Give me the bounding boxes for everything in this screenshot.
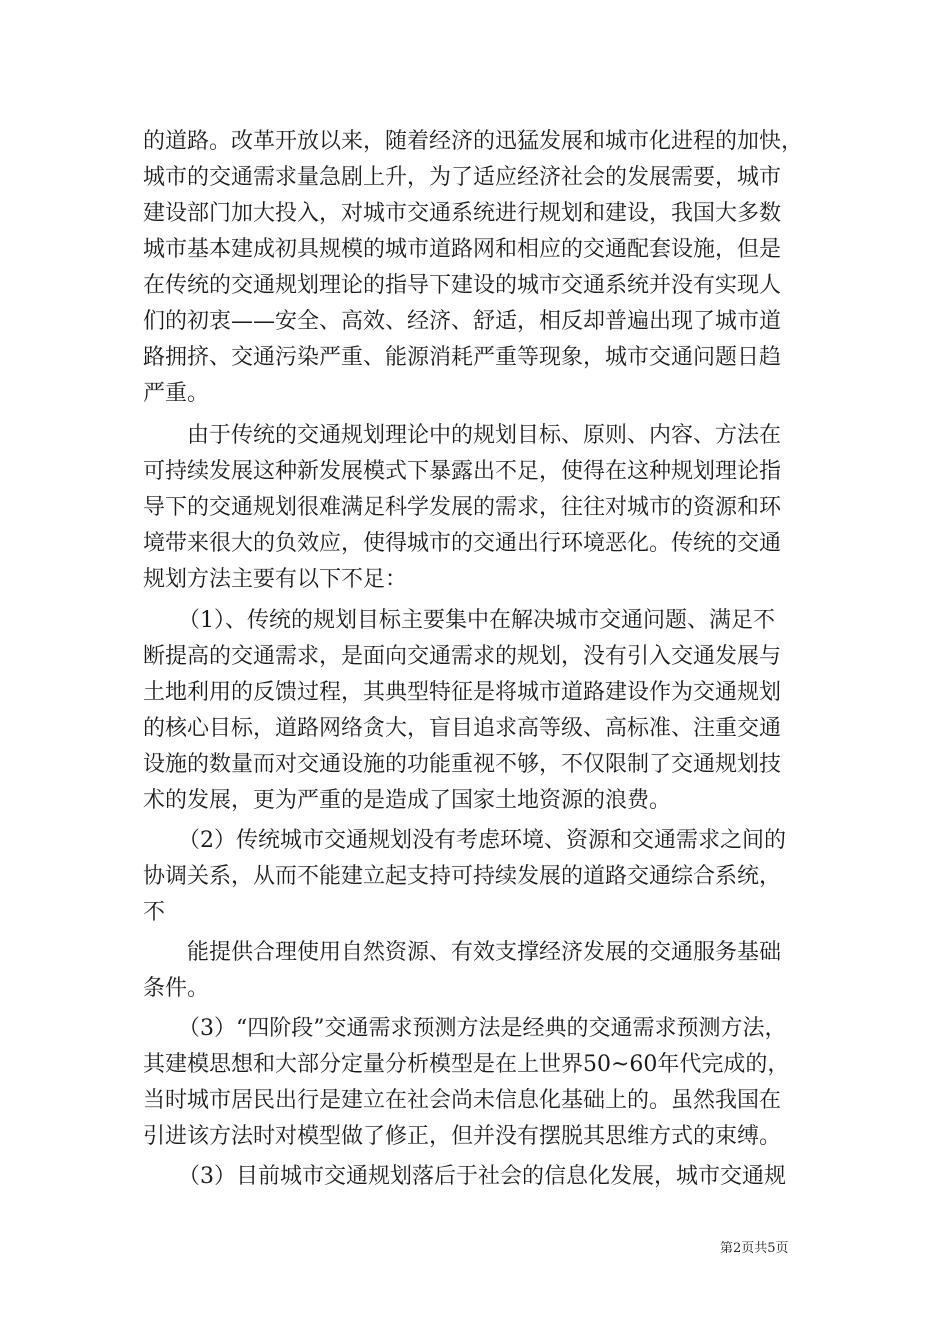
text-line: 不: [143, 900, 166, 925]
text-line: （1）、传统的规划目标主要集中在解决城市交通问题、满足不: [178, 608, 775, 633]
text-line: 条件。: [143, 976, 210, 1001]
text-line: 能提供合理使用自然资源、有效支撑经济发展的交通服务基础: [187, 940, 782, 965]
text-line: 断提高的交通需求，是面向交通需求的规划，没有引入交通发展与: [143, 644, 782, 669]
text-line: 们的初衷——安全、高效、经济、舒适，相反却普遍出现了城市道: [143, 309, 782, 334]
text-line: 的核心目标，道路网络贪大，盲目追求高等级、高标准、注重交通: [143, 716, 782, 741]
text-line: 当时城市居民出行是建立在社会尚未信息化基础上的。虽然我国在: [143, 1088, 782, 1113]
text-line: 术的发展，更为严重的是造成了国家土地资源的浪费。: [143, 788, 672, 813]
text-line: 严重。: [143, 381, 210, 406]
text-line: 在传统的交通规划理论的指导下建设的城市交通系统并没有实现人: [143, 273, 782, 298]
text-line: 其建模思想和大部分定量分析模型是在上世界50~60年代完成的，: [143, 1052, 790, 1077]
text-line: 协调关系，从而不能建立起支持可持续发展的道路交通综合系统，: [143, 864, 782, 889]
text-line: 规划方法主要有以下不足：: [143, 567, 408, 592]
text-line: 的道路。改革开放以来，随着经济的迅猛发展和城市化进程的加快，: [143, 129, 804, 154]
text-line: 城市基本建成初具规模的城市道路网和相应的交通配套设施，但是: [143, 237, 782, 262]
text-line: 引进该方法时对模型做了修正，但并没有摆脱其思维方式的束缚。: [143, 1124, 782, 1149]
text-line: 建设部门加大投入，对城市交通系统进行规划和建设，我国大多数: [143, 201, 782, 226]
text-line: 土地利用的反馈过程，其典型特征是将城市道路建设作为交通规划: [143, 680, 782, 705]
page-number: 第2页共5页: [720, 1241, 789, 1256]
text-line: 导下的交通规划很难满足科学发展的需求，往往对城市的资源和环: [143, 495, 782, 520]
text-line: （2）传统城市交通规划没有考虑环境、资源和交通需求之间的: [178, 828, 786, 853]
text-line: 由于传统的交通规划理论中的规划目标、原则、内容、方法在: [187, 423, 782, 448]
text-line: 路拥挤、交通污染严重、能源消耗严重等现象，城市交通问题日趋: [143, 345, 782, 370]
text-line: 境带来很大的负效应，使得城市的交通出行环境恶化。传统的交通: [143, 531, 782, 556]
text-line: 可持续发展这种新发展模式下暴露出不足，使得在这种规划理论指: [143, 459, 782, 484]
text-line: 设施的数量而对交通设施的功能重视不够，不仅限制了交通规划技: [143, 752, 782, 777]
text-line: 城市的交通需求量急剧上升，为了适应经济社会的发展需要，城市: [143, 165, 782, 190]
text-line: （3）“四阶段”交通需求预测方法是经典的交通需求预测方法，: [178, 1016, 787, 1041]
text-line: （3）目前城市交通规划落后于社会的信息化发展，城市交通规: [178, 1164, 786, 1189]
